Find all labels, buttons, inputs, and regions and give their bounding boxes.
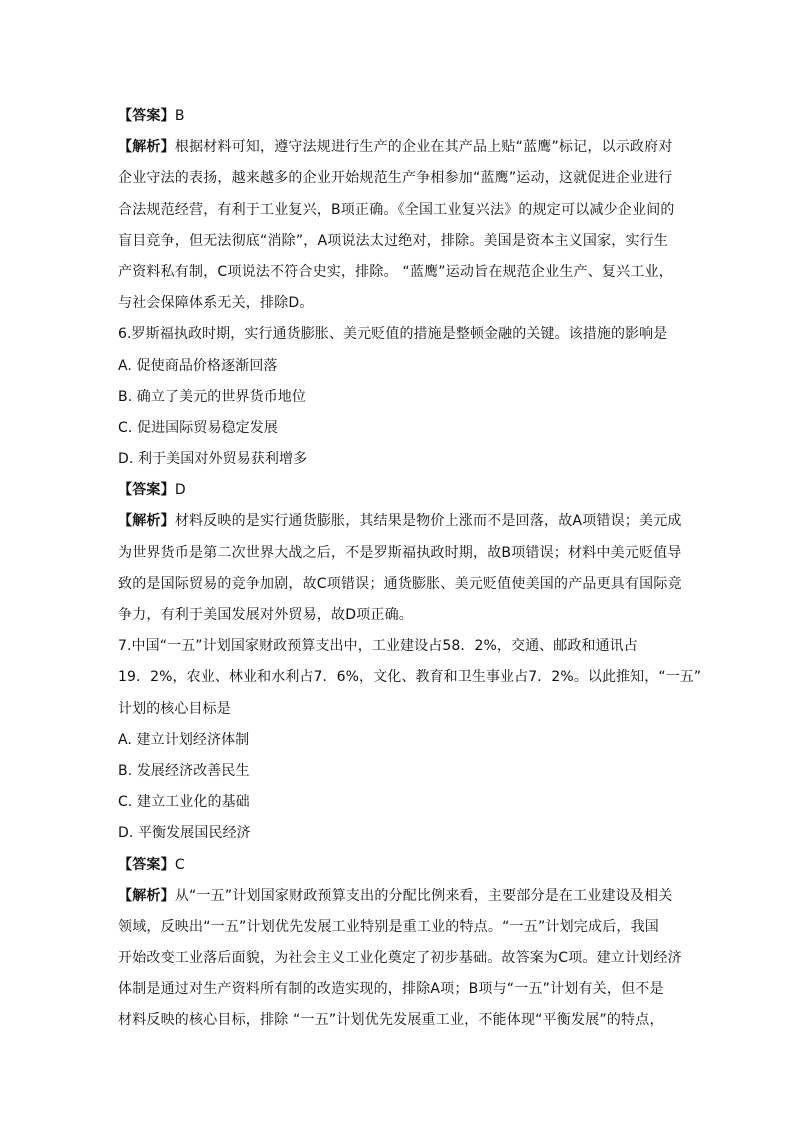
answer-value: B <box>174 108 185 124</box>
analysis-line <box>118 912 678 943</box>
analysis-text: 根据材料可知，遵守法规进行生产的企业在其产品上贴“蓝鹰”标记，以示政府对 <box>174 139 673 156</box>
analysis-line <box>118 881 678 912</box>
question-option: A. 促使商品价格逐渐回落 <box>118 357 278 374</box>
analysis-line <box>118 569 682 600</box>
answer-value: C <box>174 856 185 873</box>
question-stem-line: 6.罗斯福执政时期，实行通货膨胀、美元贬值的措施是整顿金融的关键。该措施的影响是 <box>118 326 668 343</box>
question-option: A. 建立计划经济体制 <box>118 731 250 748</box>
question-stem-line: 计划的核心目标是 <box>118 700 231 717</box>
question-option: C. 建立工业化的基础 <box>118 794 250 811</box>
answer-value: D <box>174 482 186 499</box>
answer-line <box>118 850 678 881</box>
document-body <box>118 101 702 1037</box>
question-option: B. 确立了美元的世界货币地位 <box>118 388 307 405</box>
analysis-text: 体制是通过对生产资料所有制的改造实现的，排除A项；B项与“一五”计划有关，但不是 <box>118 981 664 998</box>
question-option: D. 利于美国对外贸易获利增多 <box>118 451 308 468</box>
question-option: B. 发展经济改善民生 <box>118 762 250 779</box>
analysis-text: 产资料私有制，C项说法不符合史实，排除。 “蓝鹰”运动旨在规范企业生产、复兴工业， <box>118 263 673 280</box>
question-stem-line: 19．2%，农业、林业和水利占7．6%，文化、教育和卫生事业占7．2%。以此推知，“一五” <box>118 669 702 686</box>
analysis-line <box>118 132 678 163</box>
analysis-text: 争力，有利于美国发展对外贸易，故D项正确。 <box>118 607 413 623</box>
analysis-tag: 【解析】 <box>118 139 175 156</box>
analysis-line <box>118 1005 678 1036</box>
analysis-line <box>118 506 682 537</box>
answer-line <box>118 475 678 506</box>
analysis-text: 材料反映的是实行通货膨胀，其结果是物价上涨而不是回落，故A项错误；美元成 <box>174 513 682 530</box>
analysis-text: 合法规范经营，有利于工业复兴，B项正确。《全国工业复兴法》的规定可以减少企业间的 <box>118 201 675 218</box>
analysis-line <box>118 257 678 288</box>
analysis-line <box>118 974 678 1005</box>
analysis-line <box>118 943 682 974</box>
analysis-text: 从“一五”计划国家财政预算支出的分配比例来看，主要部分是在工业建设及相关 <box>174 887 673 904</box>
analysis-text: 与社会保障体系无关，排除D。 <box>118 295 314 312</box>
question-option: D. 平衡发展国民经济 <box>118 825 251 842</box>
analysis-text: 为世界货币是第二次世界大战之后，不是罗斯福执政时期，故B项错误；材料中美元贬值导 <box>118 544 682 561</box>
analysis-text: 盲目竞争，但无法彻底“消除”，A项说法太过绝对，排除。美国是资本主义国家，实行生 <box>118 232 669 249</box>
answer-tag: 【答案】 <box>118 482 175 499</box>
analysis-text: 开始改变工业落后面貌，为社会主义工业化奠定了初步基础。故答案为C项。建立计划经济 <box>118 950 682 967</box>
question-option: C. 促进国际贸易稳定发展 <box>118 419 278 436</box>
question-stem-line: 7.中国“一五”计划国家财政预算支出中，工业建设占58．2%，交通、邮政和通讯占 <box>118 638 638 655</box>
answer-line <box>118 101 678 132</box>
analysis-text: 材料反映的核心目标，排除 “一五”计划优先发展重工业，不能体现“平衡发展”的特点， <box>118 1012 664 1029</box>
analysis-line <box>118 163 678 194</box>
analysis-tag: 【解析】 <box>118 887 175 904</box>
analysis-text: 领域，反映出“一五”计划优先发展工业特别是重工业的特点。“一五”计划完成后，我国 <box>118 918 660 935</box>
analysis-text: 致的是国际贸易的竞争加剧，故C项错误；通货膨胀、美元贬值使美国的产品更具有国际竞 <box>118 575 682 592</box>
answer-tag: 【答案】 <box>118 856 175 873</box>
analysis-line <box>118 288 678 319</box>
analysis-text: 企业守法的表扬，越来越多的企业开始规范生产争相参加“蓝鹰”运动，这就促进企业进行 <box>118 170 673 187</box>
analysis-tag: 【解析】 <box>118 513 175 530</box>
answer-tag: 【答案】 <box>118 108 175 124</box>
analysis-line <box>118 226 678 257</box>
analysis-line <box>118 600 678 631</box>
analysis-line <box>118 195 678 226</box>
analysis-line <box>118 538 682 569</box>
